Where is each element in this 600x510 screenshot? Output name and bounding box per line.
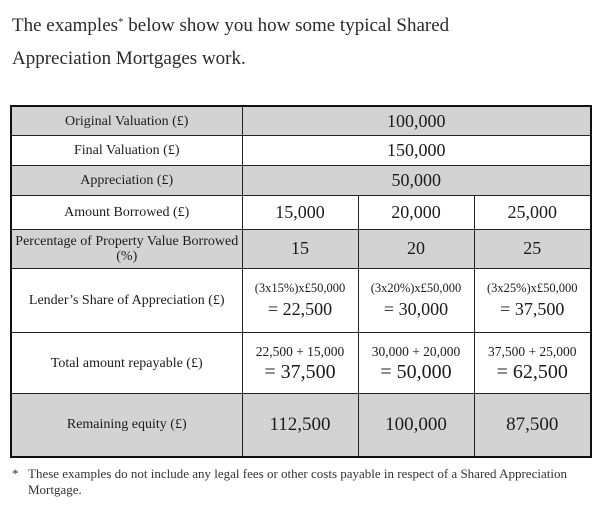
- intro-line1b: below show you how some typical Shared: [123, 15, 450, 36]
- remaining-equity-3: 87,500: [474, 393, 591, 457]
- lender-share-3: [474, 268, 591, 333]
- total-repayable-result-2: = 50,000: [380, 361, 452, 384]
- total-repayable-calc-3: 37,500 + 25,000: [487, 344, 577, 360]
- intro-line2: Appreciation Mortgages work.: [12, 48, 246, 69]
- value-appreciation: 50,000: [242, 166, 591, 196]
- footnote-marker: *: [118, 16, 124, 28]
- label-percentage: Percentage of Property Value Borrowed (%): [11, 229, 242, 268]
- lender-share-calc-1: (3x15%)x£50,000: [254, 281, 346, 296]
- row-amount-borrowed: [11, 195, 591, 229]
- percentage-2: 20: [358, 229, 474, 268]
- footnote: [12, 466, 592, 498]
- footnote-text: These examples do not include any legal fees or other costs payable in respect of a Shared Appreciation Mortgage.: [28, 466, 567, 497]
- row-lender-share: [11, 268, 591, 333]
- lender-share-1: [242, 268, 358, 333]
- lender-share-result-2: = 30,000: [383, 299, 449, 320]
- remaining-equity-2: 100,000: [358, 393, 474, 457]
- total-repayable-1: [242, 333, 358, 394]
- lender-share-calc-2: (3x20%)x£50,000: [370, 281, 462, 296]
- row-remaining-equity: [11, 393, 591, 457]
- row-appreciation: [11, 166, 591, 196]
- row-original-valuation: [11, 106, 591, 136]
- row-total-repayable: [11, 333, 591, 394]
- examples-table: [10, 105, 592, 458]
- label-original-valuation: Original Valuation (£): [11, 106, 242, 136]
- total-repayable-result-3: = 62,500: [496, 361, 568, 384]
- label-amount-borrowed: Amount Borrowed (£): [11, 195, 242, 229]
- percentage-3: 25: [474, 229, 591, 268]
- amount-borrowed-3: 25,000: [474, 195, 591, 229]
- total-repayable-3: [474, 333, 591, 394]
- label-total-repayable: Total amount repayable (£): [11, 333, 242, 394]
- value-final-valuation: 150,000: [242, 136, 591, 166]
- row-final-valuation: [11, 136, 591, 166]
- amount-borrowed-2: 20,000: [358, 195, 474, 229]
- label-appreciation: Appreciation (£): [11, 166, 242, 196]
- row-percentage: [11, 229, 591, 268]
- intro-line1a: The examples: [12, 15, 119, 36]
- label-remaining-equity: Remaining equity (£): [11, 393, 242, 457]
- lender-share-2: [358, 268, 474, 333]
- label-final-valuation: Final Valuation (£): [11, 136, 242, 166]
- footnote-star: *: [12, 466, 19, 481]
- intro-text: [12, 6, 592, 75]
- total-repayable-result-1: = 37,500: [264, 361, 336, 384]
- label-lender-share: Lender’s Share of Appreciation (£): [11, 268, 242, 333]
- total-repayable-2: [358, 333, 474, 394]
- amount-borrowed-1: 15,000: [242, 195, 358, 229]
- lender-share-result-3: = 37,500: [500, 299, 565, 320]
- lender-share-calc-3: (3x25%)x£50,000: [486, 281, 578, 296]
- lender-share-result-1: = 22,500: [267, 299, 333, 320]
- total-repayable-calc-1: 22,500 + 15,000: [255, 344, 345, 360]
- total-repayable-calc-2: 30,000 + 20,000: [371, 344, 461, 360]
- remaining-equity-1: 112,500: [242, 393, 358, 457]
- percentage-1: 15: [242, 229, 358, 268]
- value-original-valuation: 100,000: [242, 106, 591, 136]
